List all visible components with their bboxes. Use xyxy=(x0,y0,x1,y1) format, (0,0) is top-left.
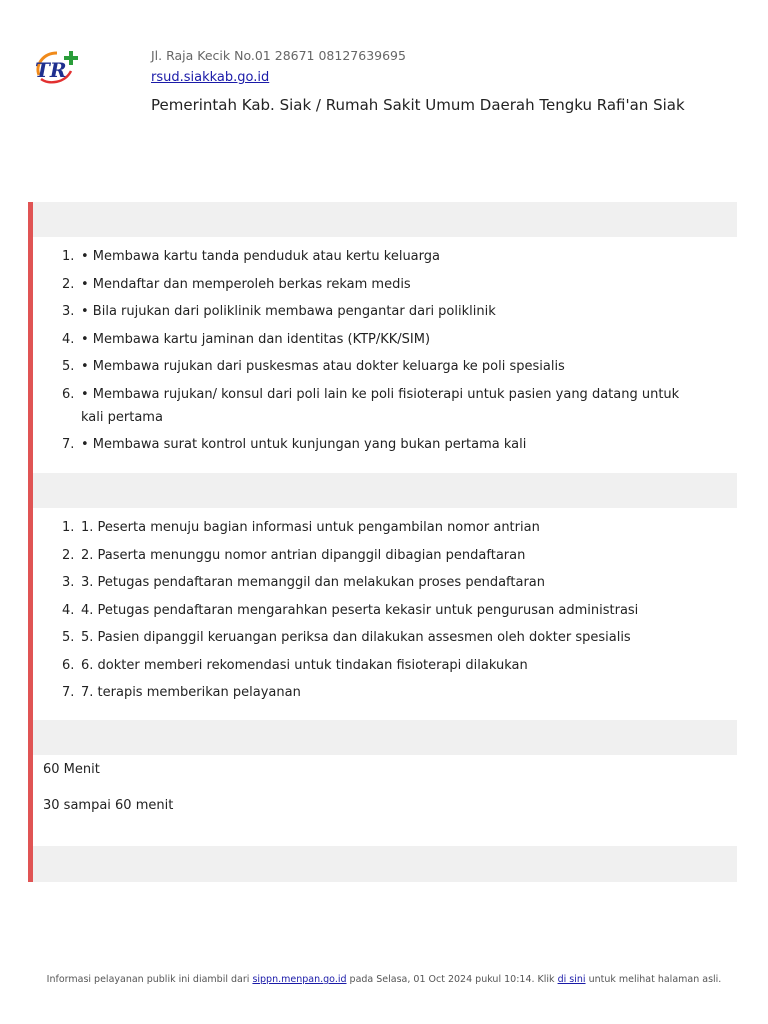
list-item: 6. • Membawa rujukan/ konsul dari poli lain ke poli fisioterapi untuk pasien yang datang untuk kali pertama xyxy=(62,386,680,425)
list-item: 1. 1. Peserta menuju bagian informasi untuk pengambilan nomor antrian xyxy=(62,520,540,535)
requirements-list xyxy=(33,245,693,461)
original-page-link[interactable]: di sini xyxy=(557,974,586,985)
cost-header-band xyxy=(33,846,737,882)
list-item: 5. 5. Pasien dipanggil keruangan periksa dan dilakukan assesmen oleh dokter spesialis xyxy=(62,630,631,645)
requirements-header-band xyxy=(33,202,737,237)
list-item: 3. • Bila rujukan dari poliklinik membawa pengantar dari poliklinik xyxy=(62,304,496,319)
hospital-address: Jl. Raja Kecik No.01 28671 08127639695 xyxy=(151,48,406,63)
organization-title: Pemerintah Kab. Siak / Rumah Sakit Umum Daerah Tengku Rafi'an Siak xyxy=(151,96,685,114)
source-footer xyxy=(0,974,768,985)
list-item: 5. • Membawa rujukan dari puskesmas atau dokter keluarga ke poli spesialis xyxy=(62,359,565,374)
list-item: 6. 6. dokter memberi rekomendasi untuk tindakan fisioterapi dilakukan xyxy=(62,657,528,673)
list-item: 2. • Mendaftar dan memperoleh berkas rekam medis xyxy=(62,276,411,292)
list-item: 7. • Membawa surat kontrol untuk kunjungan yang bukan pertama kali xyxy=(62,437,527,452)
hospital-logo-icon xyxy=(31,47,83,87)
duration-range-text: 30 sampai 60 menit xyxy=(43,798,174,813)
source-link[interactable]: sippn.menpan.go.id xyxy=(252,974,347,985)
procedures-header-band xyxy=(33,473,737,508)
list-item: 7. 7. terapis memberikan pelayanan xyxy=(62,685,301,700)
list-item: 4. • Membawa kartu jaminan dan identitas (KTP/KK/SIM) xyxy=(62,331,431,347)
footer-suffix: untuk melihat halaman asli. xyxy=(588,974,722,985)
list-item: 3. 3. Petugas pendaftaran memanggil dan melakukan proses pendaftaran xyxy=(62,575,546,590)
list-item: 4. 4. Petugas pendaftaran mengarahkan peserta kekasir untuk pengurusan administrasi xyxy=(62,602,639,618)
duration-text: 60 Menit xyxy=(43,762,100,777)
duration-header-band xyxy=(33,720,737,755)
svg-text:TR: TR xyxy=(35,58,67,82)
procedures-list xyxy=(33,516,693,709)
footer-prefix: Informasi pelayanan publik ini diambil dari xyxy=(46,974,250,985)
list-item: 2. 2. Paserta menunggu nomor antrian dipanggil dibagian pendaftaran xyxy=(62,547,526,563)
footer-middle: pada Selasa, 01 Oct 2024 pukul 10:14. Klik xyxy=(349,974,555,985)
list-item: 1. • Membawa kartu tanda penduduk atau kertu keluarga xyxy=(62,249,440,264)
hospital-website-link[interactable]: rsud.siakkab.go.id xyxy=(151,70,270,85)
